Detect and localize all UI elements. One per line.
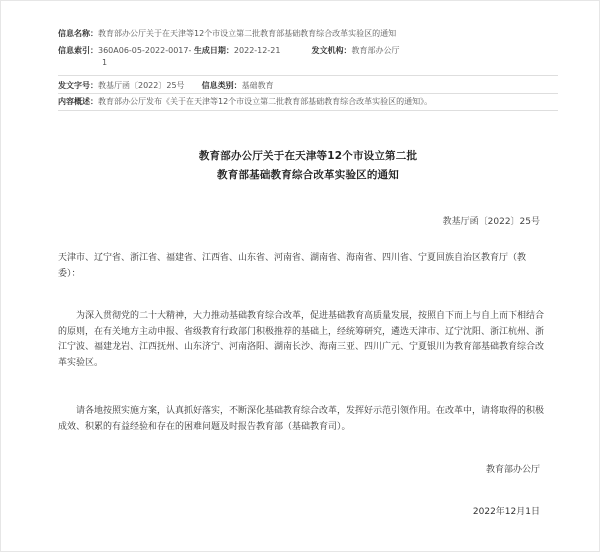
meta-row-summary [58, 96, 558, 107]
docno-value: 教基厅函〔2022〕25号 [98, 81, 185, 90]
date-value: 2022-12-21 [233, 46, 281, 55]
summary-value: 教育部办公厅发布《关于在天津等12个市设立第二批教育部基础教育综合改革实验区的通知》。 [98, 97, 433, 106]
metadata-panel-3 [58, 96, 558, 107]
meta-row-docno [58, 80, 558, 91]
document-number: 教基厅函〔2022〕25号 [442, 217, 540, 227]
paragraph-1: 为深入贯彻党的二十大精神，大力推动基础教育综合改革，促进基础教育高质量发展，按照自下而上与自上而下相结合的原则，在有关地方主动申报、省级教育行政部门积极推荐的基础上，经统筹研究，遴选天津市、辽宁沈阳、浙江杭州、浙江宁波、福建龙岩、江西抚州、山东济宁、河南洛阳、湖南长沙、海南三亚、四川广元、宁夏银川为教育部基础教育综合改革实验区。 [58, 311, 545, 368]
document-title-line-1: 教育部办公厅关于在天津等12个市设立第二批 [198, 150, 418, 162]
summary-label: 内容概述： [58, 97, 98, 106]
signature: 教育部办公厅 [485, 465, 540, 475]
meta-row-info-name [58, 28, 558, 39]
divider-2 [58, 93, 558, 94]
index-value-cont: 1 [102, 58, 108, 67]
divider-3 [58, 110, 558, 111]
date-label: 生成日期： [193, 46, 234, 55]
paragraph-2: 请各地按照实施方案，认真抓好落实，不断深化基础教育综合改革，发挥好示范引领作用。在改革中，请将取得的积极成效、积累的有益经验和存在的困难问题及时报告教育部（基础教育司）。 [58, 406, 545, 432]
meta-row-index [58, 45, 558, 56]
document-title-line-2: 教育部基础教育综合改革实验区的通知 [217, 169, 399, 181]
info-name-label: 信息名称： [58, 29, 98, 38]
metadata-panel [58, 28, 558, 67]
metadata-panel-2 [58, 80, 558, 91]
meta-row-index-cont [58, 57, 558, 68]
index-value: 360A06-05-2022-0017- [98, 46, 192, 55]
issuer-label: 发文机构： [311, 46, 352, 55]
document-date: 2022年12月1日 [472, 507, 540, 517]
category-value: 基础教育 [241, 81, 274, 90]
issuer-value: 教育部办公厅 [351, 46, 400, 55]
docno-label: 发文字号： [58, 81, 98, 90]
divider-1 [58, 75, 558, 76]
category-label: 信息类别： [201, 81, 242, 90]
recipients: 天津市、辽宁省、浙江省、福建省、江西省、山东省、河南省、湖南省、海南省、四川省、宁夏回族自治区教育厅（教委）： [58, 253, 527, 279]
index-label: 信息索引： [58, 46, 98, 55]
info-name-value: 教育部办公厅关于在天津等12个市设立第二批教育部基础教育综合改革实验区的通知 [98, 29, 397, 38]
